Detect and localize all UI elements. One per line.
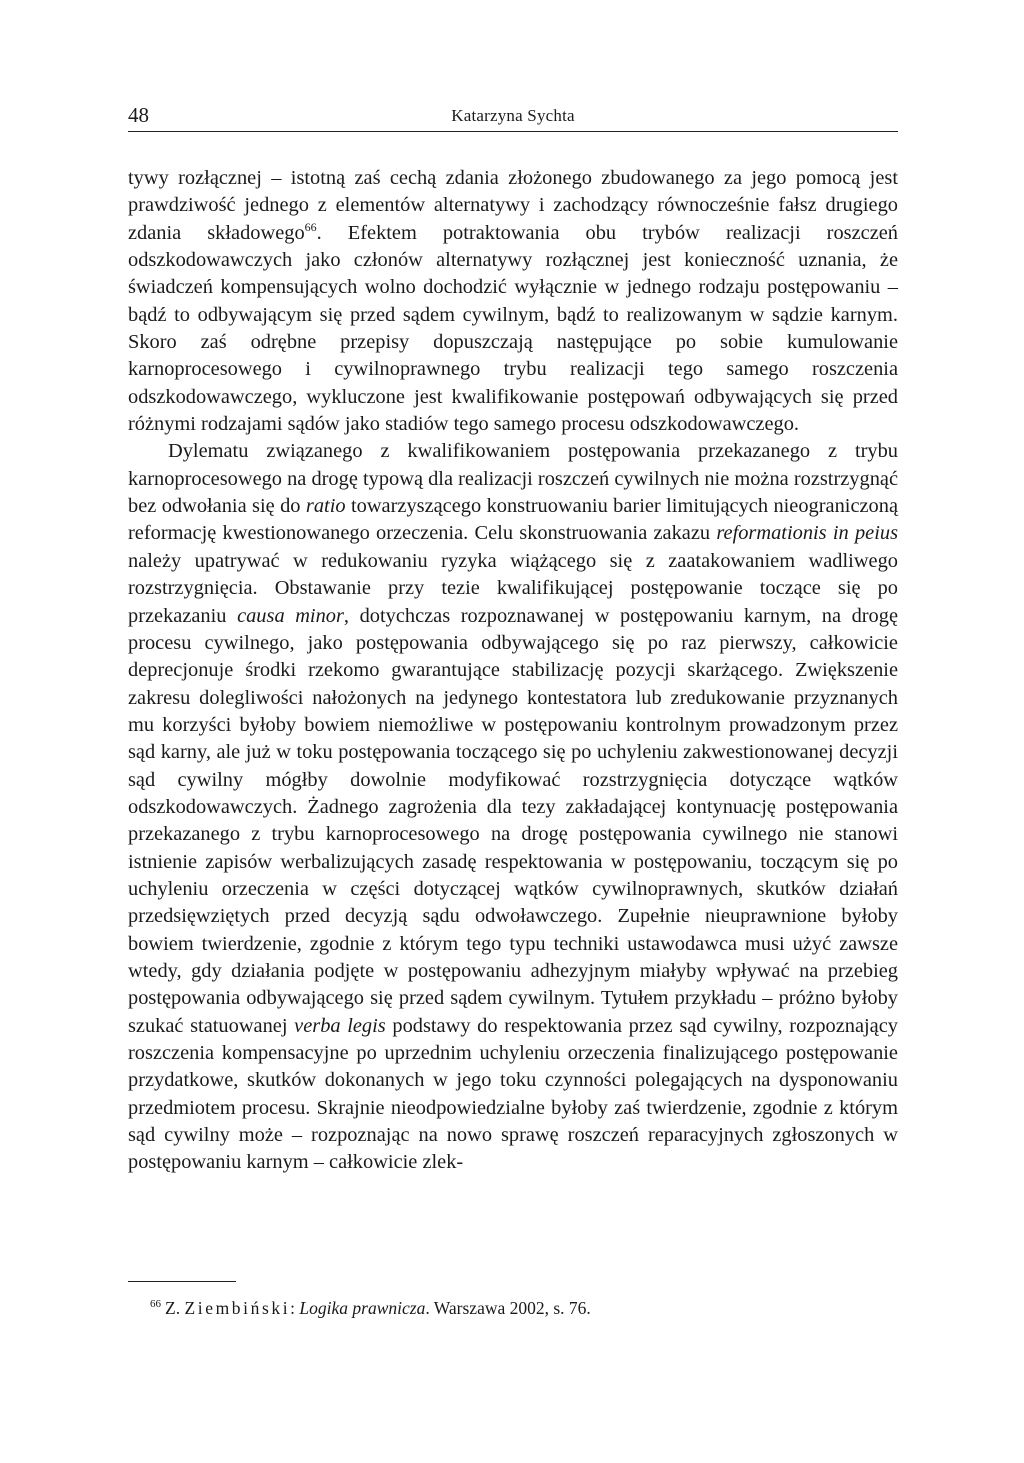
paragraph-1 [128,165,898,438]
footnote-number: 66 [150,1298,161,1311]
footnote-divider [128,1281,236,1282]
paragraph-2-text-3: należy upatrywać w redukowaniu ryzyka wiążącego się z zaatakowaniem wadliwego rozstrzygnięcia. Obstawanie przy tezie kwalifikującej postępowanie toczące się po przekazaniu [128,549,898,627]
latin-term-reformationis: reformationis in peius [716,522,899,545]
footnote-colon: : [290,1298,296,1318]
footnote-book-title: Logika prawnicza [299,1298,426,1318]
body-text [128,165,898,1177]
page-header [128,103,898,132]
paragraph-2-text-4: , dotychczas rozpoznawanej w postępowaniu karnym, na drogę procesu cywilnego, jako postępowania odbywającego się po raz pierwszy, całkowicie deprecjonuje środki rzekomo gwarantujące stabilizację pozycji skarżącego. Zwiększenie zakresu dolegliwości nałożonych na jedynego kontestatora lub zredukowanie przyznanych mu korzyści byłoby bowiem niemożliwe w postępowaniu kontrolnym prowadzonym przez sąd karny, ale już w toku postępowania toczącego się po uchyleniu zakwestionowanej decyzji sąd cywilny mógłby dowolnie modyfikować rozstrzygnięcia dotyczące wątków odszkodowawczych. Żadnego zagrożenia dla tezy zakładającej kontynuację postępowania przekazanego z trybu karnoprocesowego na drogę postępowania cywilnego nie stanowi istnienie zapisów werbalizujących zasadę respektowania w postępowaniu, toczącym się po uchyleniu orzeczenia w części dotyczącej wątków cywilnoprawnych, skutków działań przedsięwziętych przed decyzją sądu odwoławczego. Zupełnie nieuprawnione byłoby bowiem twierdzenie, zgodnie z którym tego typu techniki ustawodawca musi użyć zawsze wtedy, gdy działania podjęte w postępowaniu adhezyjnym miałyby wpływać na przebieg postępowania odbywającego się przed sądem cywilnym. Tytułem przykładu – próżno byłoby szukać statuowanej [128,604,898,1037]
footnote-reference[interactable]: 66 [304,219,317,234]
page-number: 48 [128,103,149,127]
latin-term-causa-minor: causa minor [237,604,344,627]
footnote-citation-rest: . Warszawa 2002, s. 76. [425,1298,591,1318]
paragraph-2-text-2: towarzyszącego konstruowaniu barier limitujących nieograniczoną reformację kwestionowanego orzeczenia. Celu skonstruowania zakazu [128,495,898,545]
footnote-author-initial: Z. [165,1298,181,1318]
paragraph-2-text-5: podstawy do respektowania przez sąd cywilny, rozpoznający roszczenia kompensacyjne po uprzednim uchyleniu orzeczenia finalizującego postępowanie przydatkowe, skutków dokonanych w jego toku czynności polegających na dysponowaniu przedmiotem procesu. Skrajnie nieodpowiedzialne byłoby zaś twierdzenie, zgodnie z którym sąd cywilny może – rozpoznając na nowo sprawę roszczeń reparacyjnych zgłoszonych w postępowaniu karnym – całkowicie zlek- [128,1014,898,1174]
footnote-66 [150,1297,890,1319]
paragraph-1-text-b: . Efektem potraktowania obu trybów realizacji roszczeń odszkodowawczych jako członów alternatywy rozłącznej jest konieczność uznania, że świadczeń kompensujących wolno dochodzić wyłącznie w jednego rodzaju postępowaniu – bądź to odbywającym się przed sądem cywilnym, bądź to realizowanym w sądzie karnym. Skoro zaś odrębne przepisy dopuszczają następujące po sobie kumulowanie karnoprocesowego i cywilnoprawnego trybu realizacji tego samego roszczenia odszkodowawczego, wykluczone jest kwalifikowanie postępowań odbywających się przed różnymi rodzajami sądów jako stadiów tego samego procesu odszkodowawczego. [128,221,898,436]
paragraph-1-text-a: tywy rozłącznej – istotną zaś cechą zdania złożonego zbudowanego za jego pomocą jest prawdziwość jednego z elementów alternatywy i zachodzący równocześnie fałsz drugiego zdania składowego [128,167,898,244]
footnote-author-surname: Ziembiński [184,1298,291,1318]
running-head: Katarzyna Sychta [451,106,575,125]
paragraph-2-text-1: Dylematu związanego z kwalifikowaniem postępowania przekazanego z trybu karnoprocesowego na drogę typową dla realizacji roszczeń cywilnych nie można rozstrzygnąć bez odwołania się do [128,440,898,518]
latin-term-verba-legis: verba legis [294,1014,386,1037]
paragraph-2 [128,438,898,1176]
latin-term-ratio: ratio [305,495,346,518]
